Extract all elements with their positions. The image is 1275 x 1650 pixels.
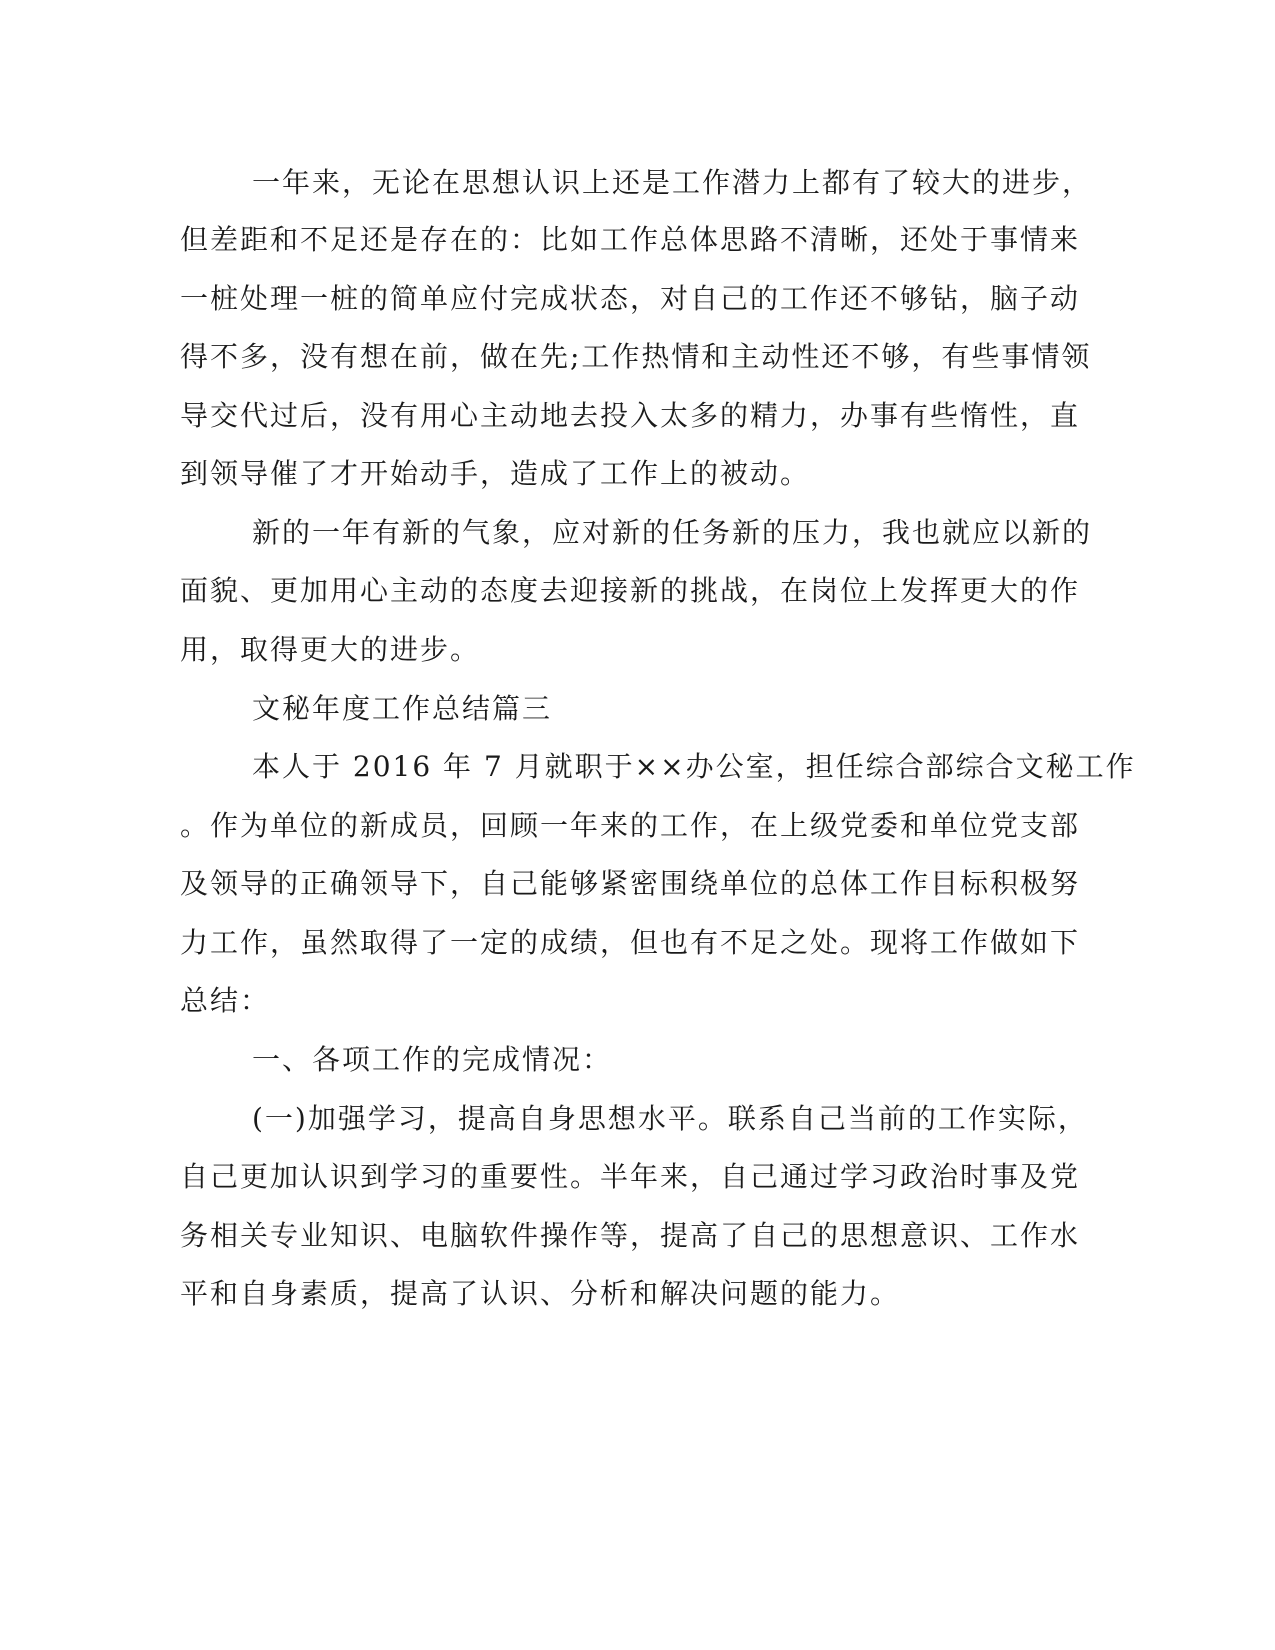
paragraph-4-line-2: 自己更加认识到学习的重要性。半年来，自己通过学习政治时事及党: [180, 1160, 1081, 1193]
paragraph-1-line-3: 一桩处理一桩的简单应付完成状态，对自己的工作还不够钻，脑子动: [180, 282, 1081, 315]
subsection-heading: 一、各项工作的完成情况：: [252, 1043, 613, 1076]
paragraph-3-line-4: 力工作，虽然取得了一定的成绩，但也有不足之处。现将工作做如下: [180, 926, 1081, 959]
paragraph-3-line-5: 总结：: [180, 984, 271, 1017]
paragraph-3-line-1: 本人于 2016 年 7 月就职于××办公室，担任综合部综合文秘工作: [252, 750, 1136, 783]
paragraph-1-line-6: 到领导催了才开始动手，造成了工作上的被动。: [180, 457, 811, 490]
paragraph-1-line-5: 导交代过后，没有用心主动地去投入太多的精力，办事有些惰性，直: [180, 399, 1081, 432]
paragraph-3-line-3: 及领导的正确领导下，自己能够紧密围绕单位的总体工作目标积极努: [180, 867, 1081, 900]
section-heading: 文秘年度工作总结篇三: [252, 692, 553, 725]
paragraph-4-line-1: (一)加强学习，提高自身思想水平。联系自己当前的工作实际，: [252, 1102, 1088, 1135]
paragraph-1-line-1: 一年来，无论在思想认识上还是工作潜力上都有了较大的进步，: [252, 166, 1093, 199]
paragraph-4-line-4: 平和自身素质，提高了认识、分析和解决问题的能力。: [180, 1277, 901, 1310]
paragraph-2-line-3: 用，取得更大的进步。: [180, 633, 481, 666]
paragraph-2-line-1: 新的一年有新的气象，应对新的任务新的压力，我也就应以新的: [252, 516, 1093, 549]
paragraph-3-line-2: 。作为单位的新成员，回顾一年来的工作，在上级党委和单位党支部: [180, 809, 1081, 842]
paragraph-2-line-2: 面貌、更加用心主动的态度去迎接新的挑战，在岗位上发挥更大的作: [180, 574, 1081, 607]
paragraph-1-line-4: 得不多，没有想在前，做在先;工作热情和主动性还不够，有些事情领: [180, 340, 1092, 373]
paragraph-1-line-2: 但差距和不足还是存在的：比如工作总体思路不清晰，还处于事情来: [180, 223, 1081, 256]
paragraph-4-line-3: 务相关专业知识、电脑软件操作等，提高了自己的思想意识、工作水: [180, 1219, 1081, 1252]
